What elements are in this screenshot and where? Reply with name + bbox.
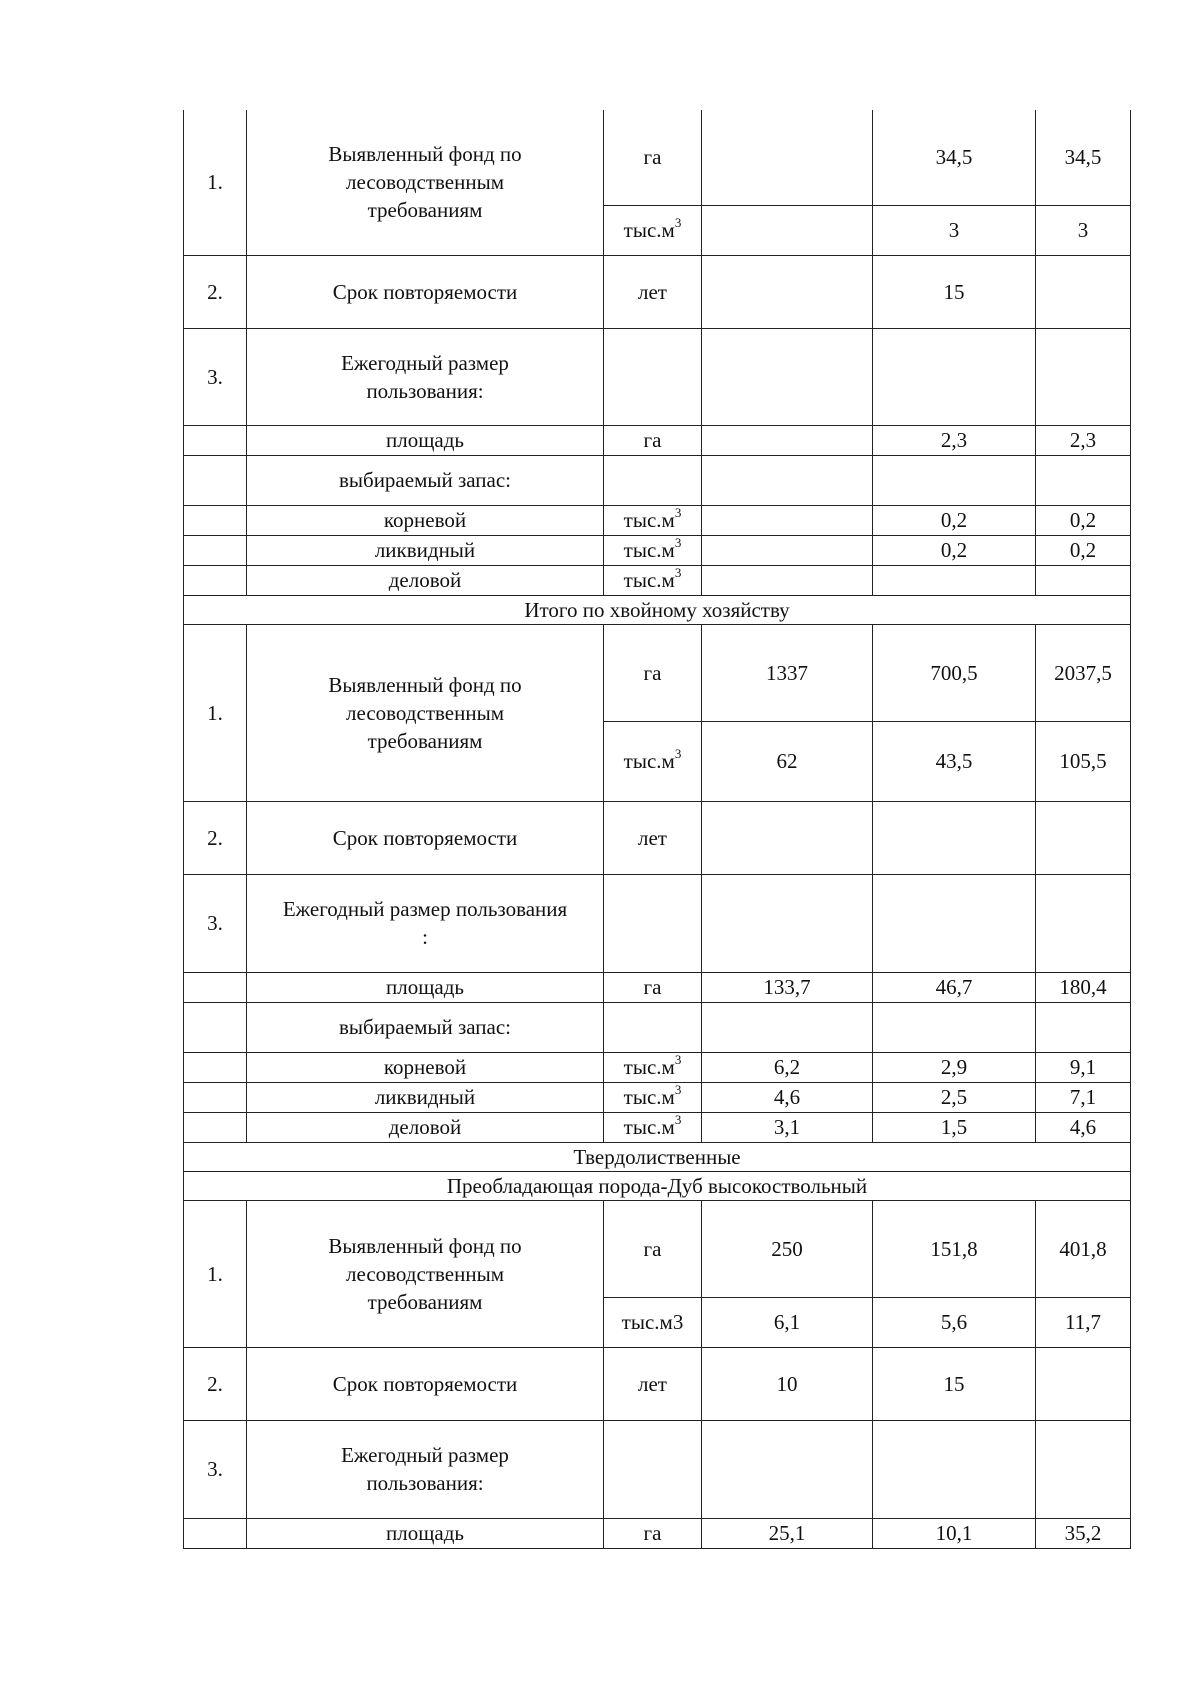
table-row [184,328,1131,425]
value-cell: 2,3 [873,425,1036,455]
row-number: 3. [184,874,247,972]
row-label: ликвидный [247,535,604,565]
table-row [184,565,1131,595]
row-label: Выявленный фонд по лесоводственным требованиям [247,624,604,801]
value-cell: 6,2 [702,1052,873,1082]
unit-cell: тыс.м3 [604,1297,702,1347]
table-row [184,1052,1131,1082]
table-row [184,1200,1131,1297]
table-row [184,425,1131,455]
unit-cell: га [604,110,702,205]
table-row [184,972,1131,1002]
row-label: Ежегодный размер пользования: [247,328,604,425]
forest-use-table [183,110,1131,1549]
value-cell: 15 [873,255,1036,328]
table-row [184,1518,1131,1548]
row-label: Ежегодный размер пользования: [247,1420,604,1518]
value-cell: 0,2 [1036,505,1131,535]
unit-cell: $тыс.м^3$ [604,1112,702,1142]
section-heading-row [184,1142,1131,1171]
value-cell [1036,565,1131,595]
row-label: деловой [247,565,604,595]
value-cell [702,205,873,255]
value-cell: 34,5 [1036,110,1131,205]
value-cell [702,425,873,455]
table-row [184,1420,1131,1518]
value-cell: 3,1 [702,1112,873,1142]
value-cell: 9,1 [1036,1052,1131,1082]
row-label: выбираемый запас: [247,1002,604,1052]
row-label: Выявленный фонд по лесоводственным требованиям [247,1200,604,1347]
value-cell [702,110,873,205]
row-number: 2. [184,1347,247,1420]
unit-cell: $тыс.м^3$ [604,535,702,565]
section-heading-row [184,595,1131,624]
value-cell: 1337 [702,624,873,721]
value-cell [702,801,873,874]
value-cell: 34,5 [873,110,1036,205]
value-cell: 15 [873,1347,1036,1420]
value-cell: 4,6 [702,1082,873,1112]
row-label: деловой [247,1112,604,1142]
unit-cell: $тыс.м^3$ [604,205,702,255]
unit-cell: $тыс.м^3$ [604,565,702,595]
unit-cell: га [604,1518,702,1548]
row-label: площадь [247,425,604,455]
table-row [184,1347,1131,1420]
value-cell: 4,6 [1036,1112,1131,1142]
row-number: 1. [184,110,247,255]
value-cell: 6,1 [702,1297,873,1347]
row-number: 2. [184,801,247,874]
section-heading: Твердолиственные [184,1142,1131,1171]
unit-cell: лет [604,255,702,328]
row-label: корневой [247,1052,604,1082]
value-cell: 180,4 [1036,972,1131,1002]
value-cell: 2,3 [1036,425,1131,455]
table-row [184,1002,1131,1052]
value-cell: 700,5 [873,624,1036,721]
value-cell: 401,8 [1036,1200,1131,1297]
unit-cell: га [604,972,702,1002]
row-number: 1. [184,1200,247,1347]
unit-cell: $тыс.м^3$ [604,1052,702,1082]
value-cell: 11,7 [1036,1297,1131,1347]
value-cell: 3 [873,205,1036,255]
section-heading: Итого по хвойному хозяйству [184,595,1131,624]
table-row [184,1112,1131,1142]
value-cell [1036,1347,1131,1420]
value-cell: 10 [702,1347,873,1420]
value-cell [702,565,873,595]
unit-cell: лет [604,801,702,874]
value-cell: 3 [1036,205,1131,255]
row-label: ликвидный [247,1082,604,1112]
table-row [184,110,1131,205]
value-cell: 62 [702,721,873,801]
row-label: выбираемый запас: [247,455,604,505]
unit-cell: га [604,1200,702,1297]
value-cell: 43,5 [873,721,1036,801]
row-label: площадь [247,1518,604,1548]
value-cell: 35,2 [1036,1518,1131,1548]
row-label: площадь [247,972,604,1002]
row-label: корневой [247,505,604,535]
value-cell: 10,1 [873,1518,1036,1548]
table-row [184,255,1131,328]
table-row [184,801,1131,874]
value-cell: 133,7 [702,972,873,1002]
value-cell: 1,5 [873,1112,1036,1142]
value-cell: 250 [702,1200,873,1297]
value-cell [1036,801,1131,874]
row-label: Срок повторяемости [247,801,604,874]
table-row [184,874,1131,972]
table-row [184,455,1131,505]
row-number: 3. [184,1420,247,1518]
table-row [184,505,1131,535]
value-cell: 25,1 [702,1518,873,1548]
value-cell: 46,7 [873,972,1036,1002]
unit-cell: $тыс.м^3$ [604,1082,702,1112]
row-number: 1. [184,624,247,801]
unit-cell: га [604,624,702,721]
value-cell: 5,6 [873,1297,1036,1347]
value-cell [702,255,873,328]
value-cell: 0,2 [873,535,1036,565]
row-label: Срок повторяемости [247,255,604,328]
row-label: Срок повторяемости [247,1347,604,1420]
row-number: 2. [184,255,247,328]
table-row [184,535,1131,565]
value-cell [1036,255,1131,328]
value-cell [702,535,873,565]
value-cell [702,505,873,535]
section-heading-row [184,1171,1131,1200]
unit-cell: га [604,425,702,455]
value-cell: 7,1 [1036,1082,1131,1112]
row-label: Выявленный фонд по лесоводственным требованиям [247,110,604,255]
table-row [184,624,1131,721]
value-cell: 2,9 [873,1052,1036,1082]
value-cell: 105,5 [1036,721,1131,801]
value-cell: 0,2 [873,505,1036,535]
value-cell: 2037,5 [1036,624,1131,721]
value-cell [873,565,1036,595]
unit-cell: $тыс.м^3$ [604,721,702,801]
unit-cell: лет [604,1347,702,1420]
value-cell: 151,8 [873,1200,1036,1297]
table-row [184,1082,1131,1112]
row-label: Ежегодный размер пользования : [247,874,604,972]
unit-cell: $тыс.м^3$ [604,505,702,535]
row-number: 3. [184,328,247,425]
value-cell: 0,2 [1036,535,1131,565]
section-subheading: Преобладающая порода-Дуб высокоствольный [184,1171,1131,1200]
value-cell [873,801,1036,874]
value-cell: 2,5 [873,1082,1036,1112]
